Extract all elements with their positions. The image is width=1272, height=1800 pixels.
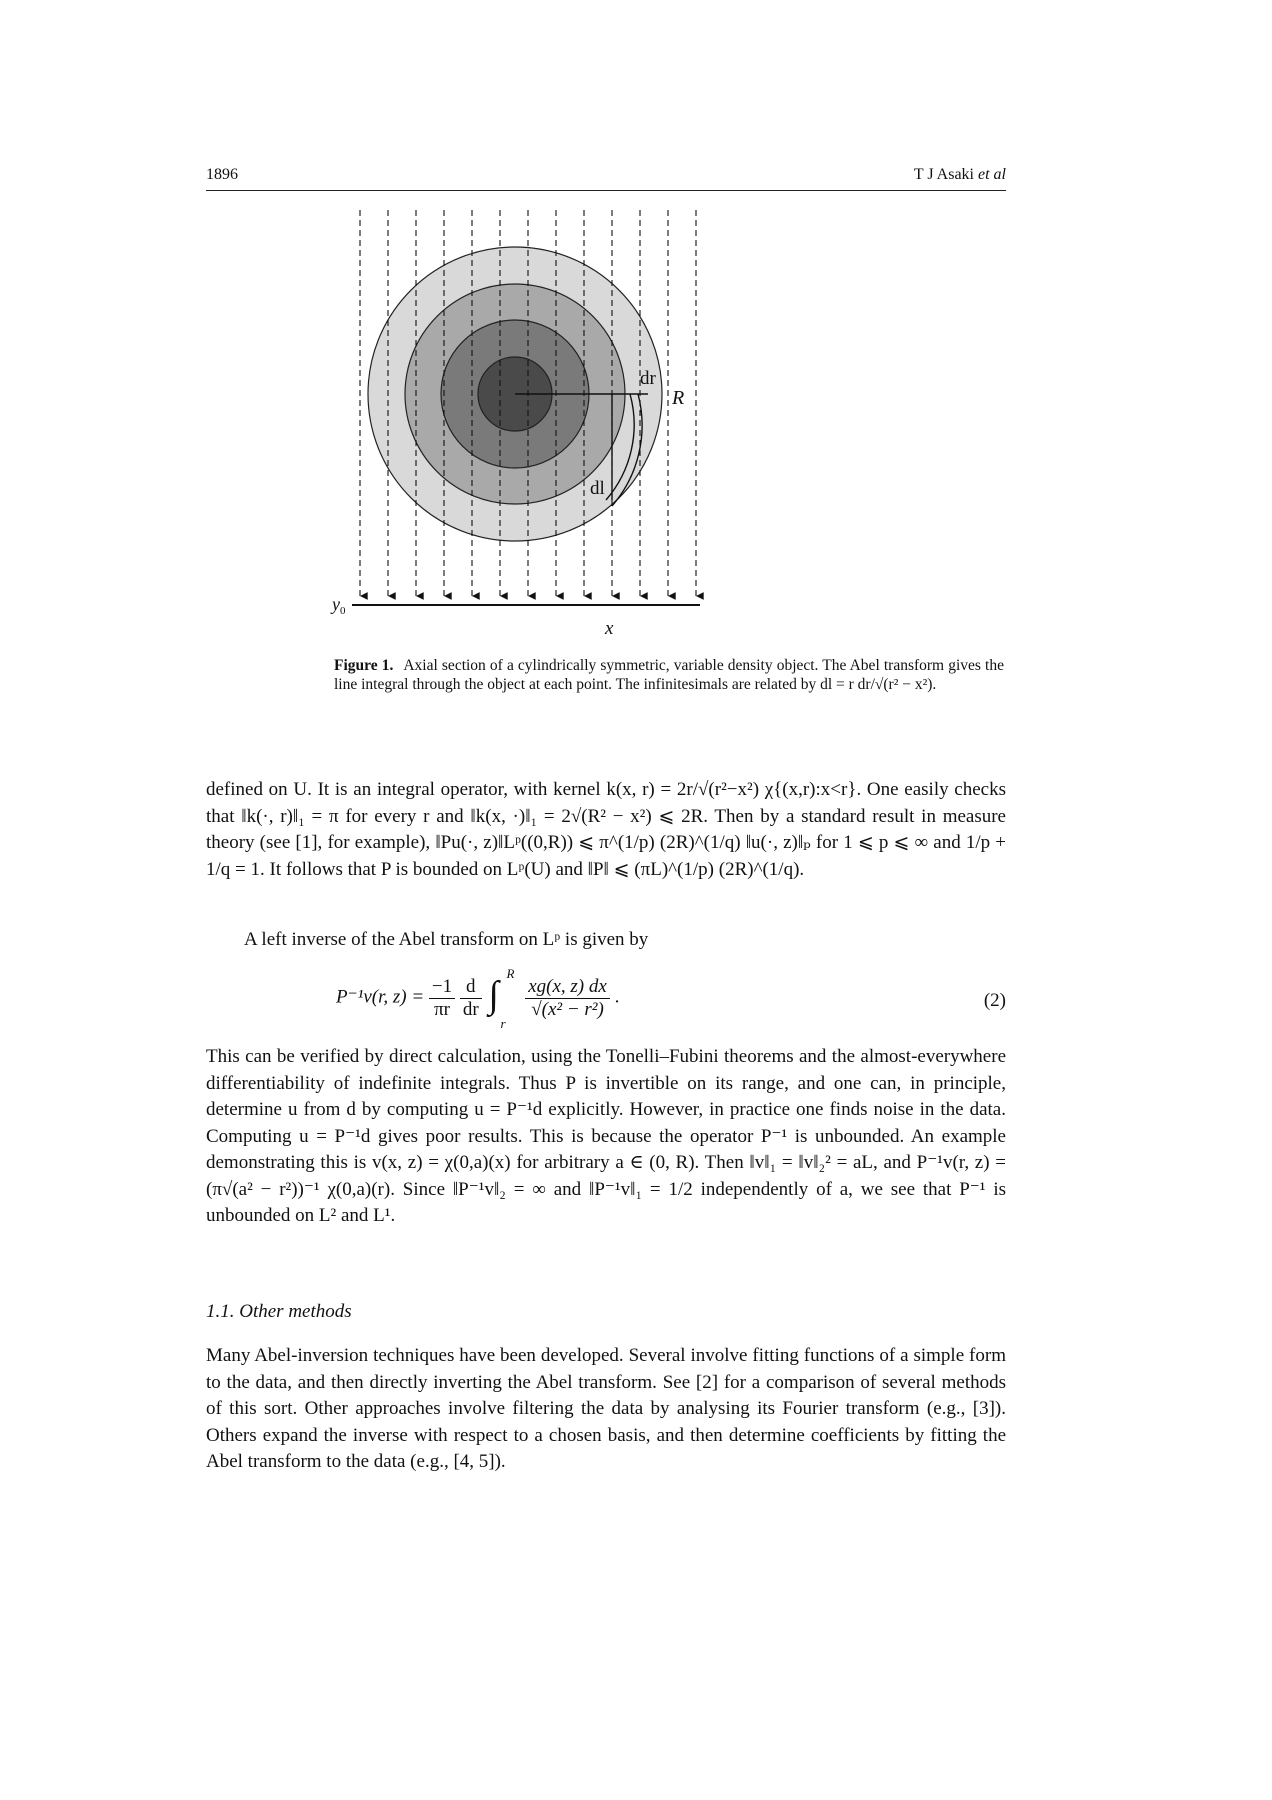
eq-frac-1: $\frac{-1}{\pi r}$ bbox=[429, 976, 455, 1021]
authors-suffix: et al bbox=[978, 166, 1006, 183]
paragraph-4 bbox=[206, 1343, 1006, 1476]
paragraph-2 bbox=[206, 927, 1006, 954]
page-number: 1896 bbox=[206, 166, 238, 183]
paragraph-2-text: A left inverse of the Abel transform on Lᵖ is given by bbox=[244, 929, 649, 950]
figure-1 bbox=[320, 204, 740, 644]
figure-caption bbox=[334, 656, 1004, 694]
label-y0: $y_0$ bbox=[332, 594, 346, 617]
eq-frac-3: $\frac{xg(x, z) dx}{\text{√(x² − r²)}}$ bbox=[525, 976, 610, 1021]
paragraph-3-text: This can be verified by direct calculation, using the Tonelli–Fubini theorems and the almost-everywhere differentiability of indefinite integrals. Thus P is invertible on its range, and one can, in principle, determine u from d by computing u = P⁻¹d explicitly. However, in practice one finds noise in the data. Computing u = P⁻¹d gives poor results. This is because the operator P⁻¹ is unbounded. An example demonstrating this is v(x, z) = χ(0,a)(x) for arbitrary a ∈ (0, R). Then ‖v‖₁ = ‖v‖₂² = aL, and P⁻¹v(r, z) = (π√(a² − r²))⁻¹ χ(0,a)(r). Since ‖P⁻¹v‖₂ = ∞ and ‖P⁻¹v‖₁ = 1/2 independently of a, we see that P⁻¹ is unbounded on L² and L¹. bbox=[206, 1046, 1006, 1226]
paragraph-1-text: defined on U. It is an integral operator, with kernel k(x, r) = 2r/√(r²−x²) χ{(x,r):x<r}. One easily checks that ‖k(·, r)‖₁ = π for every r and ‖k(x, ·)‖₁ = 2√(R² − x²) ⩽ 2R. Then by a standard result in measure theory (see [1], for example), ‖Pu(·, z)‖Lᵖ((0,R)) ⩽ π^(1/p) (2R)^(1/q) ‖u(·, z)‖ₚ for 1 ⩽ p ⩽ ∞ and 1/p + 1/q = 1. It follows that P is bounded on Lᵖ(U) and ‖P‖ ⩽ (πL)^(1/p) (2R)^(1/q). bbox=[206, 779, 1006, 880]
label-R: R bbox=[672, 387, 685, 409]
label-dl: dl bbox=[590, 478, 605, 499]
caption-text: Axial section of a cylindrically symmetric, variable density object. The Abel transform gives the line integral through the object at each point. The infinitesimals are related by dl = r dr/√(r² − x²). bbox=[334, 657, 1004, 693]
eq-frac-2: $\frac{d}{dr}$ bbox=[460, 976, 482, 1021]
paragraph-3 bbox=[206, 1044, 1006, 1230]
abel-diagram bbox=[320, 204, 740, 644]
equation-formula bbox=[336, 966, 620, 1031]
label-x: x bbox=[605, 618, 614, 639]
eq-integral: ∫ R r bbox=[488, 966, 515, 1031]
caption-label: Figure 1. bbox=[334, 657, 394, 674]
paragraph-1 bbox=[206, 777, 1006, 883]
section-heading: 1.1. Other methods bbox=[206, 1301, 352, 1322]
eq-end: . bbox=[614, 986, 620, 1008]
paragraph-4-text: Many Abel-inversion techniques have been developed. Several involve fitting functions of a simple form to the data, and then directly inverting the Abel transform. See [2] for a comparison of several methods of this sort. Other approaches involve filtering the data by analysing its Fourier transform (e.g., [3]). Others expand the inverse with respect to a chosen basis, and then determine coefficients by fitting the Abel transform to the data (e.g., [4, 5]). bbox=[206, 1345, 1006, 1472]
equation-number: (2) bbox=[983, 990, 1006, 1011]
running-authors bbox=[914, 166, 1006, 184]
page-header bbox=[206, 166, 1006, 191]
label-dr: dr bbox=[640, 368, 656, 389]
authors-name: T J Asaki bbox=[913, 166, 974, 183]
equation-2 bbox=[206, 966, 1006, 1032]
eq-lhs: P⁻¹v(r, z) = bbox=[336, 986, 425, 1008]
